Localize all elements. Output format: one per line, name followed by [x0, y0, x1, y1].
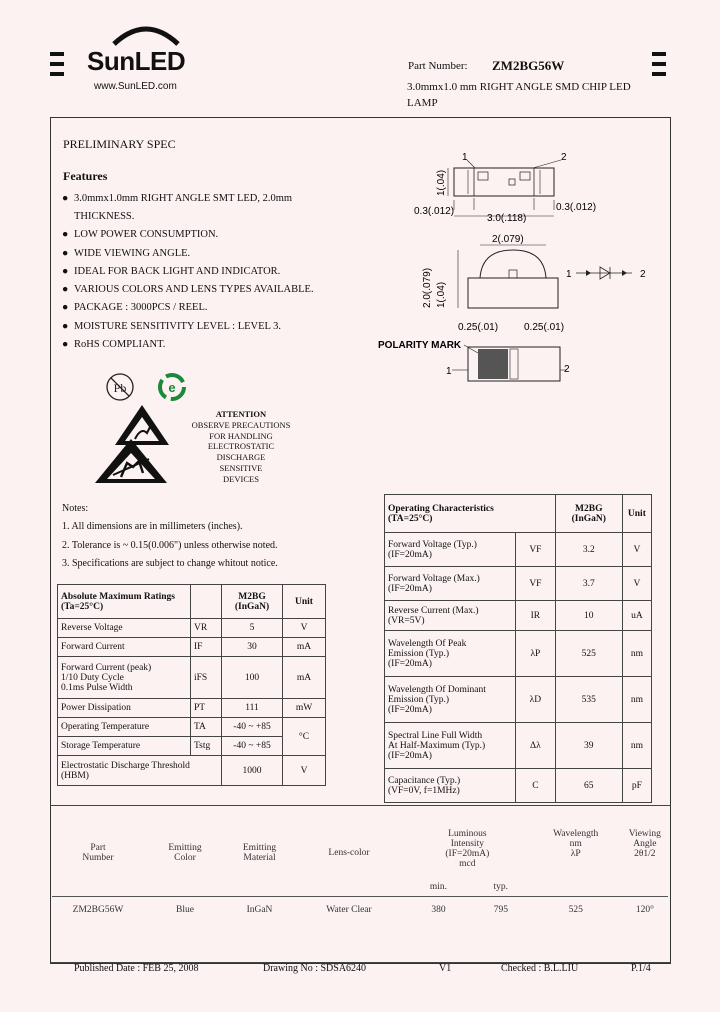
pb-free-icon-label: Pb: [113, 381, 127, 395]
feature-item: ● WIDE VIEWING ANGLE.: [62, 248, 191, 259]
part-table-top-rule: [50, 805, 671, 806]
part-number-label: Part Number:: [408, 60, 468, 72]
table-row: Operating Temperature TA -40 ~ +85 °C: [58, 718, 326, 737]
notes-heading: Notes:: [62, 503, 89, 514]
op-char-table: [384, 494, 652, 803]
brand-logo: SunLED: [87, 46, 186, 76]
bottom-pin2-label: 2: [564, 364, 570, 375]
checked-by: Checked : B.L.LIU: [501, 963, 579, 974]
drawing-number: Drawing No : SDSA6240: [263, 963, 367, 974]
symbol-pin1: 1: [566, 269, 572, 280]
dim-height-top: 1(.04): [436, 169, 447, 196]
feature-item-cont: THICKNESS.: [74, 211, 135, 222]
table-row: Capacitance (Typ.) (VF=0V, f=1MHz) C 65 pF: [385, 769, 652, 803]
table-row: Electrostatic Discharge Threshold (HBM) 1000 V: [58, 756, 326, 786]
table-row: Forward Voltage (Typ.) (IF=20mA) VF 3.2 V: [385, 533, 652, 567]
table-row: ZM2BG56W Blue InGaN Water Clear 380 795 525 120°: [72, 905, 654, 915]
dim-height2: 2.0(.079): [422, 267, 433, 308]
feature-item: ● RoHS COMPLIANT.: [62, 339, 166, 350]
attention-title: ATTENTION: [215, 409, 267, 419]
dim-pad-right: 0.25(.01): [524, 322, 565, 333]
col-emitting-color: Emitting Color: [168, 843, 202, 863]
table-row: Wavelength Of Peak Emission (Typ.) (IF=20mA) λP 525 nm: [385, 631, 652, 677]
dim-width: 3.0(.118): [487, 213, 527, 224]
feature-item: ● 3.0mmx1.0mm RIGHT ANGLE SMT LED, 2.0mm: [62, 193, 293, 204]
bottom-pin1-label: 1: [446, 366, 452, 377]
table-row: Storage Temperature Tstg -40 ~ +85: [58, 737, 326, 756]
attention-line: SENSITIVE: [219, 462, 263, 473]
attention-line: OBSERVE PRECAUTIONS: [191, 419, 291, 430]
table-row: Spectral Line Full Width At Half-Maximum (Typ.) (IF=20mA) Δλ 39 nm: [385, 723, 652, 769]
spec-title: PRELIMINARY SPEC: [63, 137, 176, 151]
pin2-label: 2: [561, 152, 567, 163]
note-item: 2. Tolerance is ~ 0.15(0.006") unless otherwise noted.: [62, 540, 278, 551]
logo-arc: [110, 20, 182, 46]
col-viewing-angle: Viewing Angle 2θ1/2: [628, 829, 661, 859]
feature-item: ● PACKAGE : 3000PCS / REEL.: [62, 302, 208, 313]
table-row: Reverse Voltage VR 5 V: [58, 619, 326, 638]
feature-item: ● VARIOUS COLORS AND LENS TYPES AVAILABLE.: [62, 284, 314, 295]
description-line2: LAMP: [407, 97, 438, 109]
package-drawing: [370, 148, 660, 383]
symbol-pin2: 2: [640, 269, 646, 280]
attention-line: FOR HANDLING: [209, 430, 273, 441]
attention-block: [186, 409, 296, 485]
dim-pad-left: 0.25(.01): [458, 322, 499, 333]
website-link[interactable]: www.SunLED.com: [94, 81, 177, 92]
dim-height3: 1(.04): [436, 281, 447, 308]
table-row: Forward Current IF 30 mA: [58, 638, 326, 657]
margin-mark-left: [50, 52, 64, 76]
col-min: min.: [429, 881, 448, 892]
part-table: [52, 828, 668, 920]
col-luminous-intensity: Luminous Intensity (IF=20mA) mcd: [445, 829, 490, 869]
note-item: 1. All dimensions are in millimeters (inches).: [62, 521, 243, 532]
version: V1: [439, 963, 452, 974]
rohs-recycle-icon-label: e: [168, 380, 176, 395]
feature-item: ● IDEAL FOR BACK LIGHT AND INDICATOR.: [62, 266, 281, 277]
col-typ: typ.: [493, 881, 509, 892]
features-heading: Features: [63, 169, 108, 183]
abs-max-table: [57, 584, 326, 786]
table-row: Forward Current (peak) 1/10 Duty Cycle 0.1ms Pulse Width iFS 100 mA: [58, 657, 326, 699]
col-wavelength: Wavelength nm λP: [553, 829, 599, 859]
attention-line: ELECTROSTATIC: [207, 441, 275, 452]
op-char-title: Operating Characteristics (TA=25°C): [385, 495, 556, 533]
description-line1: 3.0mmx1.0 mm RIGHT ANGLE SMD CHIP LED: [407, 81, 631, 93]
attention-line: DISCHARGE: [216, 452, 266, 463]
col-part-number: Part Number: [82, 843, 114, 863]
table-row: Power Dissipation PT 111 mW: [58, 699, 326, 718]
margin-mark-right: [652, 52, 666, 76]
dim-width-left: 0.3(.012): [414, 206, 455, 217]
attention-line: DEVICES: [223, 473, 259, 484]
polarity-mark-label: POLARITY MARK: [378, 340, 462, 351]
rohs-recycle-icon: [155, 371, 189, 403]
table-row: Wavelength Of Dominant Emission (Typ.) (IF=20mA) λD 535 nm: [385, 677, 652, 723]
published-date: Published Date : FEB 25, 2008: [74, 963, 199, 974]
feature-item: ● LOW POWER CONSUMPTION.: [62, 229, 219, 240]
part-number-value: ZM2BG56W: [492, 58, 565, 73]
abs-max-col-part: M2BG (InGaN): [222, 585, 283, 619]
abs-max-title: Absolute Maximum Ratings (Ta=25°C): [58, 585, 191, 619]
col-emitting-material: Emitting Material: [242, 843, 277, 863]
esd-hand-icon: [93, 437, 169, 485]
op-char-col-part: M2BG (InGaN): [555, 495, 622, 533]
pin1-label: 1: [462, 152, 468, 163]
page-number: P.1/4: [631, 963, 651, 974]
col-lens-color: Lens-color: [328, 848, 370, 858]
table-row: Forward Voltage (Max.) (IF=20mA) VF 3.7 V: [385, 567, 652, 601]
pb-free-icon: [104, 371, 136, 403]
note-item: 3. Specifications are subject to change whitout notice.: [62, 558, 278, 569]
dim-top2: 2(.079): [492, 234, 524, 245]
abs-max-col-unit: Unit: [283, 585, 326, 619]
feature-item: ● MOISTURE SENSITIVITY LEVEL : LEVEL 3.: [62, 321, 282, 332]
table-row: Reverse Current (Max.) (VR=5V) IR 10 uA: [385, 601, 652, 631]
dim-width-right: 0.3(.012): [556, 202, 597, 213]
op-char-col-unit: Unit: [622, 495, 651, 533]
